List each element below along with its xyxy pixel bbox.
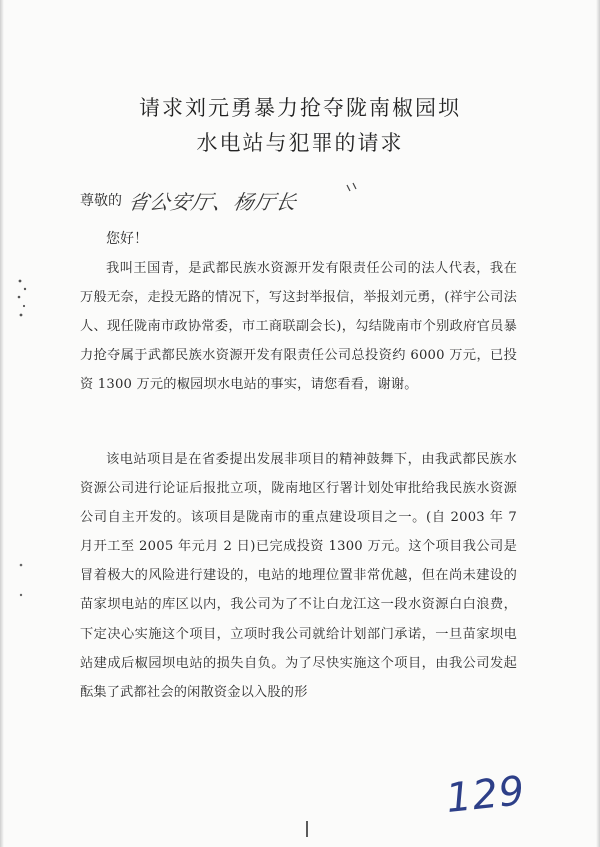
handwritten-addressee: 省公安厅、杨厅长 bbox=[126, 190, 299, 214]
salutation: 尊敬的 bbox=[80, 193, 122, 209]
title-line-2: 水电站与犯罪的请求 bbox=[196, 131, 404, 155]
pen-stroke-mark bbox=[304, 820, 310, 838]
paragraph-2: 该电站项目是在省委提出发展非项目的精神鼓舞下，由我武都民族水资源公司进行论证后报批立项，陇南地区行署计划处审批给我民族水资源公司自主开发的。该项目是陇南市的重点建设项目之一。(自 2003 年 7 月开工至 2005 年元月 2 日)已完成投资 1300 万元。这个项目我公司是冒着极大的风险进行建设的，电站的地理位置非常优越，但在尚未建设的苗家坝电站的库区以内，我公司为了不让白龙江这一段水资源白白浪费，下定决心实施这个项目，立项时我公司就给计划部门承诺，一旦苗家坝电站建成后椒园坝电站的损失自负。为了尽快实施这个项目，由我公司发起酝集了武都社会的闲散资金以入股的形 bbox=[80, 452, 517, 700]
title-line-1: 请求刘元勇暴力抢夺陇南椒园坝 bbox=[139, 96, 461, 120]
handwritten-tick-mark bbox=[345, 181, 365, 195]
margin-binding-marks bbox=[14, 275, 34, 355]
handwritten-page-number: 129 bbox=[443, 767, 528, 823]
paragraph-1: 我叫王国青，是武都民族水资源开发有限责任公司的法人代表，我在万般无奈，走投无路的情况下，写这封举报信，举报刘元勇，(祥宇公司法人、现任陇南市政协常委，市工商联副会长)，勾结陇南市个别政府官员暴力抢夺属于武都民族水资源开发有限责任公司总投资约 6000 万元，已投资 1300 万元的椒园坝水电站的事实，请您看看，谢谢。 bbox=[80, 261, 517, 393]
margin-binding-marks-lower bbox=[14, 555, 28, 615]
greeting: 您好！ bbox=[106, 231, 148, 247]
